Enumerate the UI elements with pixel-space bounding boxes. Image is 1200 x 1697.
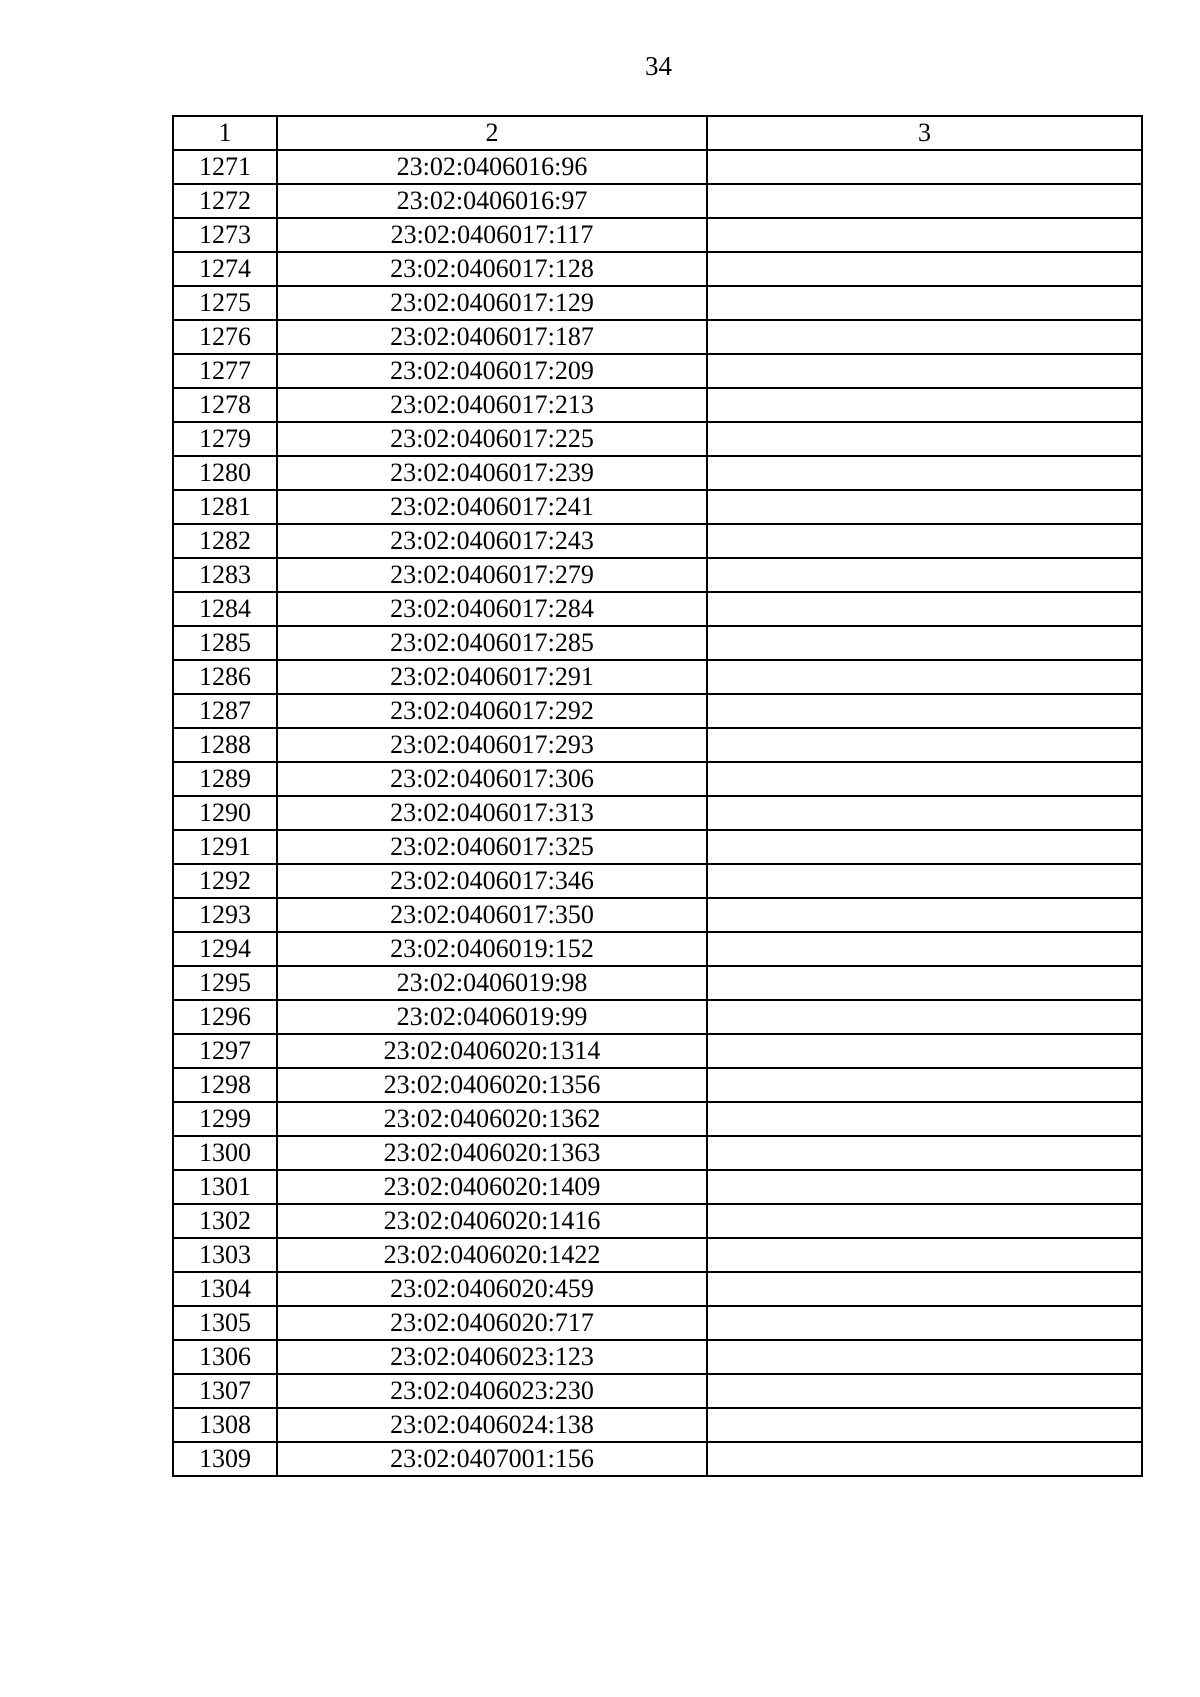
note-cell: [707, 1340, 1142, 1374]
table-row: [173, 524, 1142, 558]
row-number-cell: 1271: [173, 150, 277, 184]
note-cell: [707, 762, 1142, 796]
table-row: [173, 218, 1142, 252]
cadastral-number-cell: 23:02:0406020:1422: [277, 1238, 707, 1272]
table-row: [173, 456, 1142, 490]
cadastral-number-cell: 23:02:0406017:292: [277, 694, 707, 728]
cadastral-number-cell: 23:02:0406017:350: [277, 898, 707, 932]
note-cell: [707, 864, 1142, 898]
table-row: [173, 388, 1142, 422]
note-cell: [707, 1034, 1142, 1068]
note-cell: [707, 354, 1142, 388]
row-number-cell: 1306: [173, 1340, 277, 1374]
column-header-3: 3: [707, 116, 1142, 150]
cadastral-number-cell: 23:02:0406019:152: [277, 932, 707, 966]
column-header-1: 1: [173, 116, 277, 150]
table-body: [173, 150, 1142, 1476]
row-number-cell: 1277: [173, 354, 277, 388]
note-cell: [707, 1442, 1142, 1476]
note-cell: [707, 456, 1142, 490]
table-row: [173, 1068, 1142, 1102]
row-number-cell: 1292: [173, 864, 277, 898]
cadastral-number-cell: 23:02:0407001:156: [277, 1442, 707, 1476]
row-number-cell: 1309: [173, 1442, 277, 1476]
note-cell: [707, 184, 1142, 218]
row-number-cell: 1299: [173, 1102, 277, 1136]
cadastral-number-cell: 23:02:0406020:1362: [277, 1102, 707, 1136]
note-cell: [707, 1136, 1142, 1170]
note-cell: [707, 830, 1142, 864]
row-number-cell: 1308: [173, 1408, 277, 1442]
cadastral-number-cell: 23:02:0406019:98: [277, 966, 707, 1000]
cadastral-number-cell: 23:02:0406020:1356: [277, 1068, 707, 1102]
cadastral-number-cell: 23:02:0406017:293: [277, 728, 707, 762]
row-number-cell: 1289: [173, 762, 277, 796]
table-row: [173, 354, 1142, 388]
note-cell: [707, 1204, 1142, 1238]
table-row: [173, 1102, 1142, 1136]
note-cell: [707, 1374, 1142, 1408]
cadastral-number-cell: 23:02:0406017:187: [277, 320, 707, 354]
note-cell: [707, 1068, 1142, 1102]
table-row: [173, 320, 1142, 354]
cadastral-number-table: [172, 115, 1143, 1477]
table-row: [173, 1272, 1142, 1306]
row-number-cell: 1290: [173, 796, 277, 830]
table-row: [173, 252, 1142, 286]
table-row: [173, 660, 1142, 694]
cadastral-number-cell: 23:02:0406017:129: [277, 286, 707, 320]
table-row: [173, 966, 1142, 1000]
note-cell: [707, 490, 1142, 524]
note-cell: [707, 150, 1142, 184]
cadastral-number-cell: 23:02:0406023:230: [277, 1374, 707, 1408]
cadastral-number-cell: 23:02:0406019:99: [277, 1000, 707, 1034]
cadastral-number-cell: 23:02:0406017:213: [277, 388, 707, 422]
cadastral-number-cell: 23:02:0406017:313: [277, 796, 707, 830]
table-row: [173, 150, 1142, 184]
cadastral-number-cell: 23:02:0406020:459: [277, 1272, 707, 1306]
note-cell: [707, 1408, 1142, 1442]
table-row: [173, 796, 1142, 830]
cadastral-number-cell: 23:02:0406017:291: [277, 660, 707, 694]
cadastral-number-cell: 23:02:0406017:284: [277, 592, 707, 626]
note-cell: [707, 728, 1142, 762]
table-row: [173, 1340, 1142, 1374]
note-cell: [707, 1272, 1142, 1306]
row-number-cell: 1274: [173, 252, 277, 286]
table-row: [173, 728, 1142, 762]
note-cell: [707, 1170, 1142, 1204]
row-number-cell: 1282: [173, 524, 277, 558]
row-number-cell: 1298: [173, 1068, 277, 1102]
row-number-cell: 1279: [173, 422, 277, 456]
row-number-cell: 1293: [173, 898, 277, 932]
row-number-cell: 1302: [173, 1204, 277, 1238]
note-cell: [707, 796, 1142, 830]
note-cell: [707, 1000, 1142, 1034]
note-cell: [707, 898, 1142, 932]
row-number-cell: 1273: [173, 218, 277, 252]
row-number-cell: 1303: [173, 1238, 277, 1272]
row-number-cell: 1280: [173, 456, 277, 490]
table-row: [173, 1034, 1142, 1068]
page-number: 34: [645, 51, 672, 81]
note-cell: [707, 320, 1142, 354]
cadastral-number-cell: 23:02:0406016:96: [277, 150, 707, 184]
table-row: [173, 762, 1142, 796]
cadastral-number-cell: 23:02:0406017:239: [277, 456, 707, 490]
note-cell: [707, 932, 1142, 966]
cadastral-number-cell: 23:02:0406017:117: [277, 218, 707, 252]
row-number-cell: 1305: [173, 1306, 277, 1340]
row-number-cell: 1304: [173, 1272, 277, 1306]
note-cell: [707, 592, 1142, 626]
cadastral-number-cell: 23:02:0406017:128: [277, 252, 707, 286]
note-cell: [707, 694, 1142, 728]
row-number-cell: 1296: [173, 1000, 277, 1034]
note-cell: [707, 626, 1142, 660]
row-number-cell: 1295: [173, 966, 277, 1000]
row-number-cell: 1297: [173, 1034, 277, 1068]
row-number-cell: 1285: [173, 626, 277, 660]
table-row: [173, 490, 1142, 524]
row-number-cell: 1275: [173, 286, 277, 320]
table-row: [173, 1238, 1142, 1272]
table-row: [173, 1000, 1142, 1034]
note-cell: [707, 1306, 1142, 1340]
note-cell: [707, 558, 1142, 592]
cadastral-number-cell: 23:02:0406020:1409: [277, 1170, 707, 1204]
table-row: [173, 1170, 1142, 1204]
table-row: [173, 592, 1142, 626]
row-number-cell: 1281: [173, 490, 277, 524]
row-number-cell: 1272: [173, 184, 277, 218]
note-cell: [707, 1102, 1142, 1136]
table-row: [173, 898, 1142, 932]
row-number-cell: 1283: [173, 558, 277, 592]
cadastral-number-cell: 23:02:0406017:243: [277, 524, 707, 558]
cadastral-number-cell: 23:02:0406017:209: [277, 354, 707, 388]
table-row: [173, 1408, 1142, 1442]
note-cell: [707, 524, 1142, 558]
table-row: [173, 1442, 1142, 1476]
table-row: [173, 626, 1142, 660]
cadastral-number-cell: 23:02:0406020:717: [277, 1306, 707, 1340]
table-row: [173, 184, 1142, 218]
row-number-cell: 1291: [173, 830, 277, 864]
table-row: [173, 1374, 1142, 1408]
row-number-cell: 1288: [173, 728, 277, 762]
header-row: [173, 116, 1142, 150]
cadastral-number-cell: 23:02:0406024:138: [277, 1408, 707, 1442]
table-row: [173, 932, 1142, 966]
table-row: [173, 1136, 1142, 1170]
note-cell: [707, 252, 1142, 286]
cadastral-number-cell: 23:02:0406017:279: [277, 558, 707, 592]
cadastral-number-cell: 23:02:0406017:325: [277, 830, 707, 864]
note-cell: [707, 1238, 1142, 1272]
cadastral-number-cell: 23:02:0406016:97: [277, 184, 707, 218]
cadastral-number-cell: 23:02:0406020:1363: [277, 1136, 707, 1170]
cadastral-number-cell: 23:02:0406020:1314: [277, 1034, 707, 1068]
note-cell: [707, 388, 1142, 422]
table-row: [173, 694, 1142, 728]
column-header-2: 2: [277, 116, 707, 150]
row-number-cell: 1284: [173, 592, 277, 626]
cadastral-number-cell: 23:02:0406020:1416: [277, 1204, 707, 1238]
table-row: [173, 1204, 1142, 1238]
table-row: [173, 864, 1142, 898]
cadastral-number-cell: 23:02:0406017:285: [277, 626, 707, 660]
table-row: [173, 558, 1142, 592]
cadastral-number-cell: 23:02:0406017:225: [277, 422, 707, 456]
table-row: [173, 830, 1142, 864]
note-cell: [707, 422, 1142, 456]
table-row: [173, 1306, 1142, 1340]
row-number-cell: 1307: [173, 1374, 277, 1408]
cadastral-number-cell: 23:02:0406017:241: [277, 490, 707, 524]
table-row: [173, 286, 1142, 320]
row-number-cell: 1278: [173, 388, 277, 422]
table-row: [173, 422, 1142, 456]
note-cell: [707, 286, 1142, 320]
cadastral-number-cell: 23:02:0406023:123: [277, 1340, 707, 1374]
cadastral-number-cell: 23:02:0406017:346: [277, 864, 707, 898]
note-cell: [707, 660, 1142, 694]
table-header: [173, 116, 1142, 150]
row-number-cell: 1276: [173, 320, 277, 354]
row-number-cell: 1301: [173, 1170, 277, 1204]
row-number-cell: 1286: [173, 660, 277, 694]
row-number-cell: 1300: [173, 1136, 277, 1170]
note-cell: [707, 966, 1142, 1000]
note-cell: [707, 218, 1142, 252]
cadastral-number-cell: 23:02:0406017:306: [277, 762, 707, 796]
row-number-cell: 1287: [173, 694, 277, 728]
row-number-cell: 1294: [173, 932, 277, 966]
